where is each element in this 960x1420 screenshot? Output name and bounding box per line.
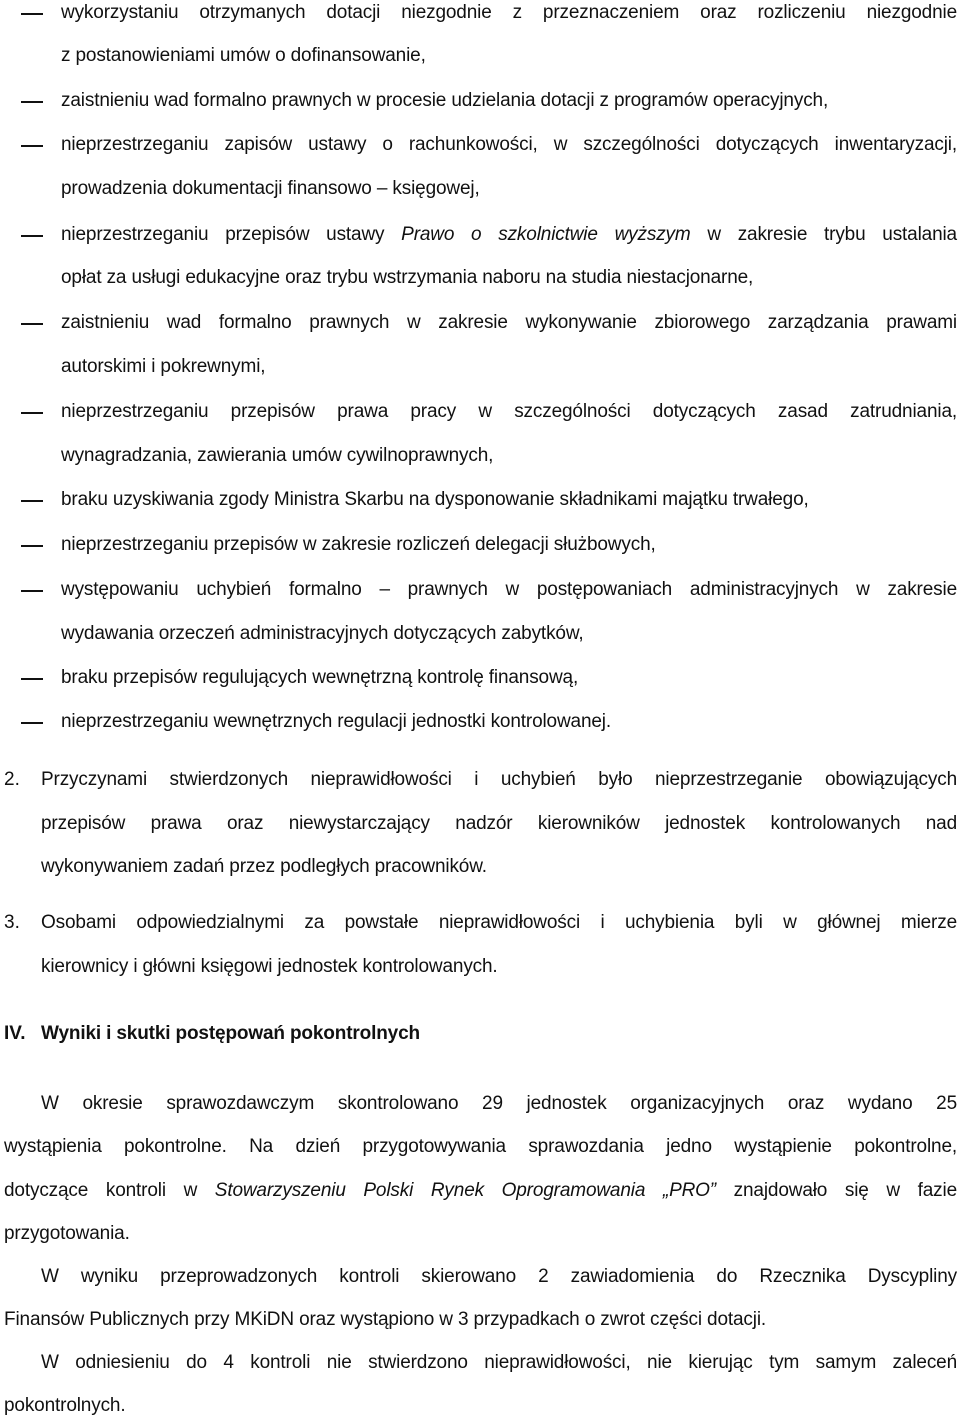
text-run: znajdowało się w fazie bbox=[716, 1180, 957, 1201]
list-item-line: wykorzystaniu otrzymanych dotacji niezgodnie z przeznaczeniem oraz rozliczeniu niezgodnie bbox=[61, 2, 957, 23]
list-item-line: nieprzestrzeganiu wewnętrznych regulacji jednostki kontrolowanej. bbox=[61, 711, 611, 732]
dash-bullet bbox=[21, 101, 43, 103]
point-line: kierownicy i główni księgowi jednostek kontrolowanych. bbox=[41, 956, 498, 977]
text-run: nieprzestrzeganiu przepisów ustawy bbox=[61, 224, 402, 245]
point-line: Przyczynami stwierdzonych nieprawidłowości i uchybień było nieprzestrzeganie obowiązujących bbox=[41, 769, 957, 790]
dash-bullet bbox=[21, 323, 43, 325]
paragraph-line: przygotowania. bbox=[4, 1223, 130, 1244]
dash-bullet bbox=[21, 590, 43, 592]
list-item-line: autorskimi i pokrewnymi, bbox=[61, 356, 266, 377]
point-number: 3. bbox=[4, 912, 20, 933]
act-title: Prawo o szkolnictwie wyższym bbox=[401, 224, 691, 245]
list-item-line: nieprzestrzeganiu przepisów prawa pracy w szczególności dotyczących zasad zatrudniania, bbox=[61, 401, 957, 422]
paragraph-line: W odniesieniu do 4 kontroli nie stwierdzono nieprawidłowości, nie kierując tym samym zaleceń bbox=[41, 1352, 957, 1373]
organization-name: Stowarzyszeniu Polski Rynek Oprogramowania „PRO” bbox=[214, 1180, 716, 1201]
list-item-line: zaistnieniu wad formalno prawnych w procesie udzielania dotacji z programów operacyjnych, bbox=[61, 90, 829, 111]
list-item-line: nieprzestrzeganiu przepisów w zakresie rozliczeń delegacji służbowych, bbox=[61, 534, 656, 555]
text-run: w zakresie trybu ustalania bbox=[690, 224, 957, 245]
dash-bullet bbox=[21, 235, 43, 237]
list-item-line: wydawania orzeczeń administracyjnych dotyczących zabytków, bbox=[61, 623, 584, 644]
text-run: dotyczące kontroli w bbox=[4, 1180, 215, 1201]
paragraph-line: wystąpienia pokontrolne. Na dzień przygotowywania sprawozdania jedno wystąpienie pokontrolne, bbox=[4, 1136, 957, 1157]
dash-bullet bbox=[21, 545, 43, 547]
list-item-line: występowaniu uchybień formalno – prawnych w postępowaniach administracyjnych w zakresie bbox=[61, 579, 957, 600]
point-number: 2. bbox=[4, 769, 20, 790]
point-line: przepisów prawa oraz niewystarczający nadzór kierowników jednostek kontrolowanych nad bbox=[41, 813, 957, 834]
list-item-line bbox=[61, 223, 957, 247]
paragraph-line: pokontrolnych. bbox=[4, 1395, 126, 1416]
paragraph-line bbox=[4, 1179, 957, 1203]
list-item-line: z postanowieniami umów o dofinansowanie, bbox=[61, 45, 426, 66]
list-item-line: zaistnieniu wad formalno prawnych w zakresie wykonywanie zbiorowego zarządzania prawami bbox=[61, 312, 957, 333]
dash-bullet bbox=[21, 145, 43, 147]
paragraph-line: Finansów Publicznych przy MKiDN oraz wystąpiono w 3 przypadkach o zwrot części dotacji. bbox=[4, 1309, 767, 1330]
dash-bullet bbox=[21, 13, 43, 15]
point-line: wykonywaniem zadań przez podległych pracowników. bbox=[41, 856, 487, 877]
dash-bullet bbox=[21, 412, 43, 414]
list-item-line: braku uzyskiwania zgody Ministra Skarbu na dysponowanie składnikami majątku trwałego, bbox=[61, 489, 809, 510]
list-item-line: wynagradzania, zawierania umów cywilnoprawnych, bbox=[61, 445, 494, 466]
point-line: Osobami odpowiedzialnymi za powstałe nieprawidłowości i uchybienia byli w głównej mierze bbox=[41, 912, 957, 933]
dash-bullet bbox=[21, 722, 43, 724]
paragraph-line: W wyniku przeprowadzonych kontroli skierowano 2 zawiadomienia do Rzecznika Dyscypliny bbox=[41, 1266, 957, 1287]
list-item-line: opłat za usługi edukacyjne oraz trybu wstrzymania naboru na studia niestacjonarne, bbox=[61, 267, 754, 288]
list-item-line: braku przepisów regulujących wewnętrzną kontrolę finansową, bbox=[61, 667, 579, 688]
section-title: Wyniki i skutki postępowań pokontrolnych bbox=[41, 1023, 420, 1044]
list-item-line: prowadzenia dokumentacji finansowo – księgowej, bbox=[61, 178, 480, 199]
dash-bullet bbox=[21, 678, 43, 680]
list-item-line: nieprzestrzeganiu zapisów ustawy o rachunkowości, w szczególności dotyczących inwentaryzacji, bbox=[61, 134, 957, 155]
dash-bullet bbox=[21, 500, 43, 502]
section-number: IV. bbox=[4, 1023, 26, 1044]
paragraph-line: W okresie sprawozdawczym skontrolowano 29 jednostek organizacyjnych oraz wydano 25 bbox=[41, 1093, 957, 1114]
